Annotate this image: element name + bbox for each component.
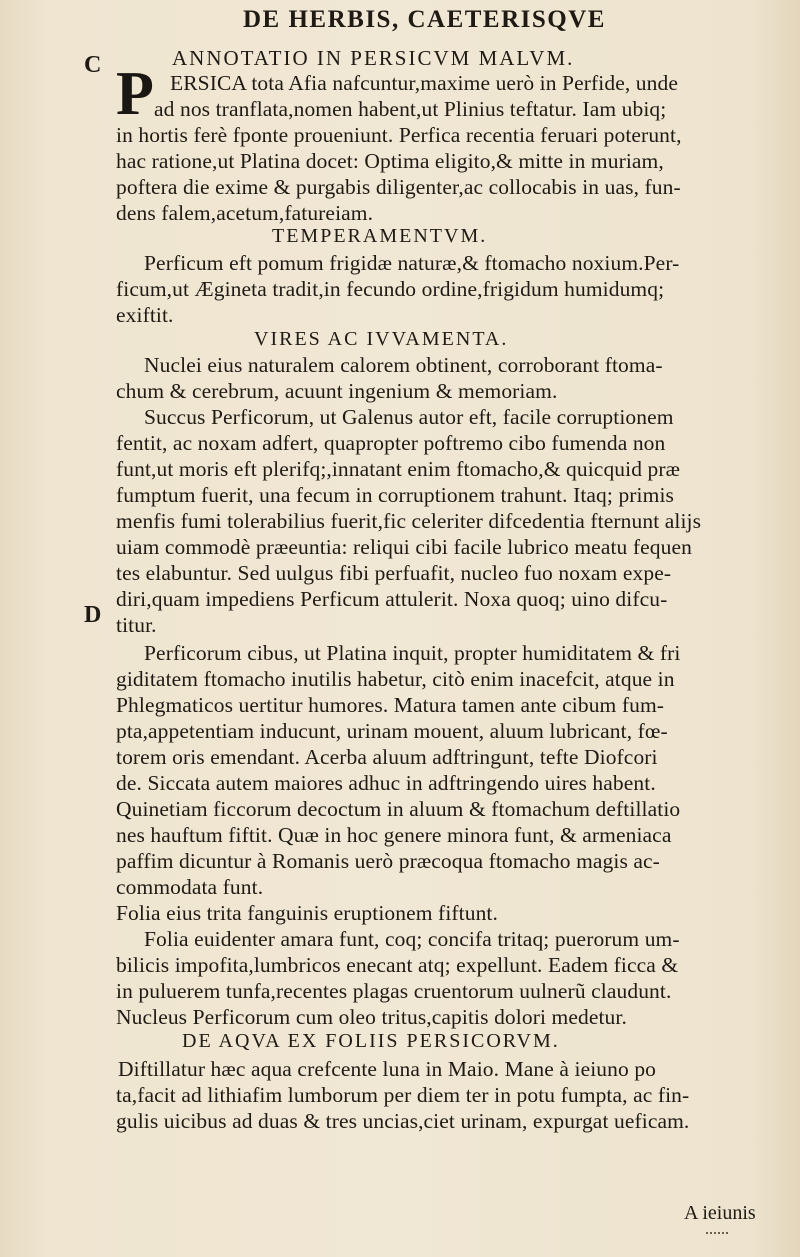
text-line: titur.	[116, 613, 157, 637]
text-line: ad nos tranflata,nomen habent,ut Plinius teftatur. Iam ubiq;	[154, 97, 667, 121]
text-line: gulis uicibus ad duas & tres uncias,ciet urinam, expurgat ueficam.	[116, 1109, 690, 1133]
margin-letter-d: D	[84, 602, 102, 628]
text-line: Perficorum cibus, ut Platina inquit, propter humiditatem & fri	[144, 641, 681, 665]
text-line: Folia euidenter amara funt, coq; concifa tritaq; puerorum um-	[144, 927, 680, 951]
text-line: nes hauftum fiftit. Quæ in hoc genere minora funt, & armeniaca	[116, 823, 672, 847]
drop-cap-letter: P	[116, 60, 154, 128]
paragraph-first-line: ERSICA tota Afia nafcuntur,maxime uerò in Perfide, unde	[170, 71, 678, 95]
text-line: fumptum fuerit, una fecum in corruptionem trahunt. Itaq; primis	[116, 483, 674, 507]
text-line: giditatem ftomacho inutilis habetur, citò enim inacefcit, atque in	[116, 667, 675, 691]
text-line: in hortis ferè fponte proueniunt. Perfica recentia feruari poterunt,	[116, 123, 682, 147]
text-line: in puluerem tunfa,recentes plagas cruentorum uulnerũ claudunt.	[116, 979, 672, 1003]
text-line: poftera die exime & purgabis diligenter,ac collocabis in uas, fun-	[116, 175, 681, 199]
text-line: pta,appetentiam inducunt, urinam mouent, aluum lubricant, fœ-	[116, 719, 668, 743]
catchword: A ieiunis	[684, 1202, 756, 1224]
text-line: fentit, ac noxam adfert, quapropter poftremo cibo fumenda non	[116, 431, 666, 455]
running-head: DE HERBIS, CAETERISQVE	[243, 6, 606, 33]
text-line: tes elabuntur. Sed uulgus fibi perfuafit, nucleo fuo noxam expe-	[116, 561, 672, 585]
text-line: exiftit.	[116, 303, 174, 327]
text-line: commodata funt.	[116, 875, 264, 899]
text-line: torem oris emendant. Acerba aluum adftringunt, tefte Diofcori	[116, 745, 658, 769]
text-line: Phlegmaticos uertitur humores. Matura tamen ante cibum fum-	[116, 693, 665, 717]
text-line: ficum,ut Ægineta tradit,in fecundo ordine,frigidum humidumq;	[116, 277, 665, 301]
text-line: chum & cerebrum, acuunt ingenium & memoriam.	[116, 379, 558, 403]
text-line: diri,quam impediens Perficum attulerit. Noxa quoq; uino difcu-	[116, 587, 668, 611]
margin-letter-c: C	[84, 52, 102, 78]
text-line: Quinetiam ficcorum decoctum in aluum & ftomachum deftillatio	[116, 797, 681, 821]
text-line: de. Siccata autem maiores adhuc in adftringendo uires habent.	[116, 771, 656, 795]
section-title-de-aqua: DE AQVA EX FOLIIS PERSICORVM.	[182, 1030, 560, 1052]
section-title-temperamentum: TEMPERAMENTVM.	[272, 225, 488, 247]
section-title-vires: VIRES AC IVVAMENTA.	[254, 328, 509, 350]
text-line: Succus Perficorum, ut Galenus autor eft, facile corruptionem	[144, 405, 674, 429]
text-line: paffim dicuntur à Romanis uerò præcoqua ftomacho magis ac-	[116, 849, 660, 873]
section-title-annotatio: ANNOTATIO IN PERSICVM MALVM.	[172, 46, 575, 70]
text-line: ta,facit ad lithiafim lumborum per diem ter in potu fumpta, ac fin-	[116, 1083, 690, 1107]
text-line: Nucleus Perficorum cum oleo tritus,capitis dolori medetur.	[116, 1005, 627, 1029]
text-line: hac ratione,ut Platina docet: Optima eligito,& mitte in muriam,	[116, 149, 664, 173]
text-line: Perficum eft pomum frigidæ naturæ,& ftomacho noxium.Per-	[144, 251, 680, 275]
text-line: Diftillatur hæc aqua crefcente luna in Maio. Mane à ieiuno po	[118, 1057, 657, 1081]
text-line: dens falem,acetum,fatureiam.	[116, 201, 374, 225]
signature-mark	[706, 1228, 728, 1234]
text-line: Nuclei eius naturalem calorem obtinent, corroborant ftoma-	[144, 353, 663, 377]
text-line: uiam commodè præeuntia: reliqui cibi facile lubrico meatu fequen	[116, 535, 692, 559]
text-line: bilicis impofita,lumbricos enecant atq; expellunt. Eadem ficca &	[116, 953, 679, 977]
text-line: menfis fumi tolerabilius fuerit,fic celeriter difcedentia fternunt alijs	[116, 509, 702, 533]
text-line: Folia eius trita fanguinis eruptionem fiftunt.	[116, 901, 498, 925]
text-line: funt,ut moris eft plerifq;,innatant enim ftomacho,& quicquid præ	[116, 457, 681, 481]
